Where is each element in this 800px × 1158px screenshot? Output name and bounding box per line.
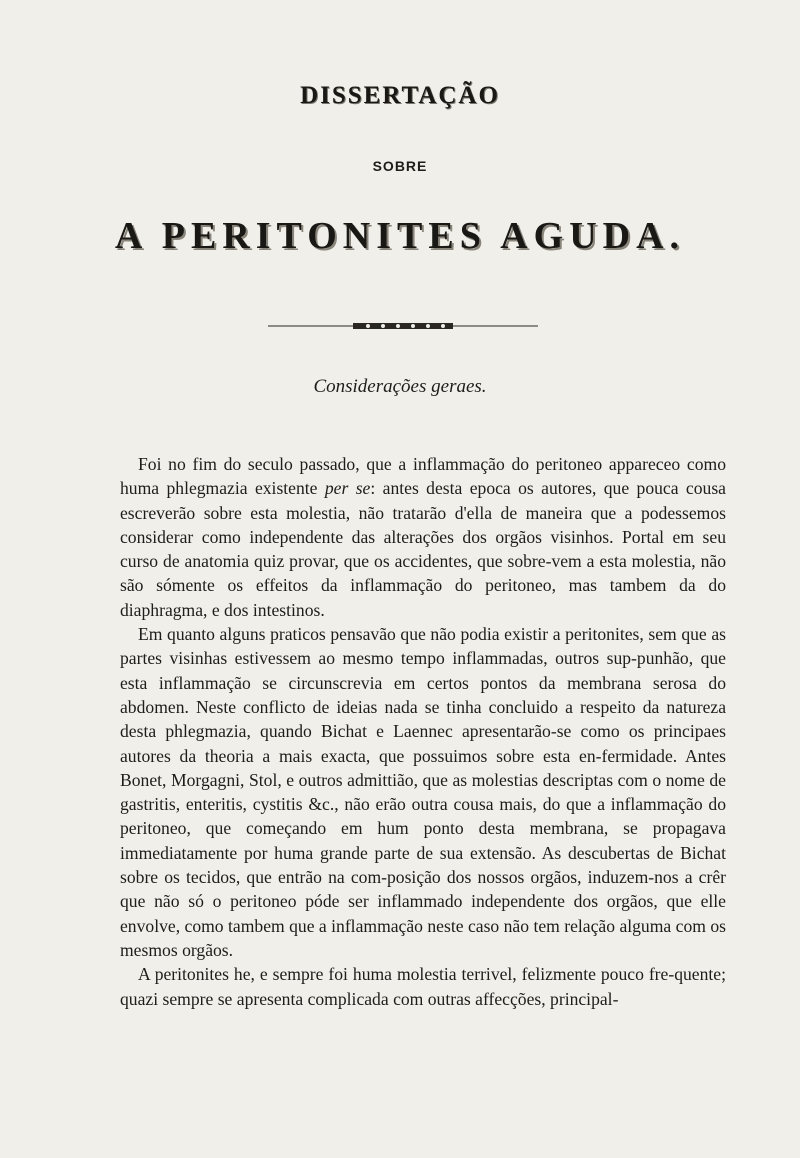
document-title: DISSERTAÇÃO xyxy=(300,82,500,109)
paragraph-1-before: Foi no fim do seculo passado, que a inflammação do peritoneo appareceo como huma phlegmazia existente xyxy=(120,454,726,499)
paragraph-2: Em quanto alguns praticos pensavão que não podia existir a peritonites, sem que as partes visinhas estivessem ao mesmo tempo inflammadas, outros sup-punhão, que esta inflammação se circunscrevia em certos pontos da membrana serosa do abdomen. Neste conflicto de ideias nada se tinha concluido a respeito da natureza desta phlegmazia, quando Bichat e Laennec apresentarão-se como os principaes autores da theoria a mais exacta, que possuimos sobre esta en-fermidade. Antes Bonet, Morgagni, Stol, e outros admittião, que as molestias descriptas com o nome de gastritis, enteritis, cystitis &c., não erão outra cousa mais, do que a inflammação do peritoneo, que começando em hum ponto desta membrana, se propagava immediatamente por huma grande parte de sua extensão. As descubertas de Bichat sobre os tecidos, que entrão na com-posição dos nossos orgãos, induzem-nos a crêr que não só o peritoneo póde ser inflammado independente dos orgãos, que elle envolve, como tambem que a inflammação neste caso não tem relação alguma com os mesmos orgãos. xyxy=(120,624,726,960)
body-text xyxy=(120,452,726,1011)
paragraph-3: A peritonites he, e sempre foi huma molestia terrivel, felizmente pouco fre-quente; quazi sempre se apresenta complicada com outras affecções, principal- xyxy=(120,964,726,1009)
ornamental-rule xyxy=(268,320,538,332)
dissertation-subject: A PERITONITES AGUDA. xyxy=(114,215,686,257)
section-heading: Considerações geraes. xyxy=(313,376,487,397)
paragraph-1-after: : antes desta epoca os autores, que pouca cousa escreverão sobre esta molestia, não tratarão d'ella de maneira que a podessemos considerar como independente das alterações dos orgãos visinhos. Portal em seu curso de anatomia quiz provar, que os accidentes, que sobre-vem a esta molestia, não são sómente os effeitos da inflammação do peritoneo, mas tambem da do diaphragma, e dos intestinos. xyxy=(120,478,726,620)
paragraph-1-italic: per se xyxy=(324,478,371,499)
paragraph-1 xyxy=(120,452,726,622)
sobre-label: SOBRE xyxy=(372,158,428,174)
